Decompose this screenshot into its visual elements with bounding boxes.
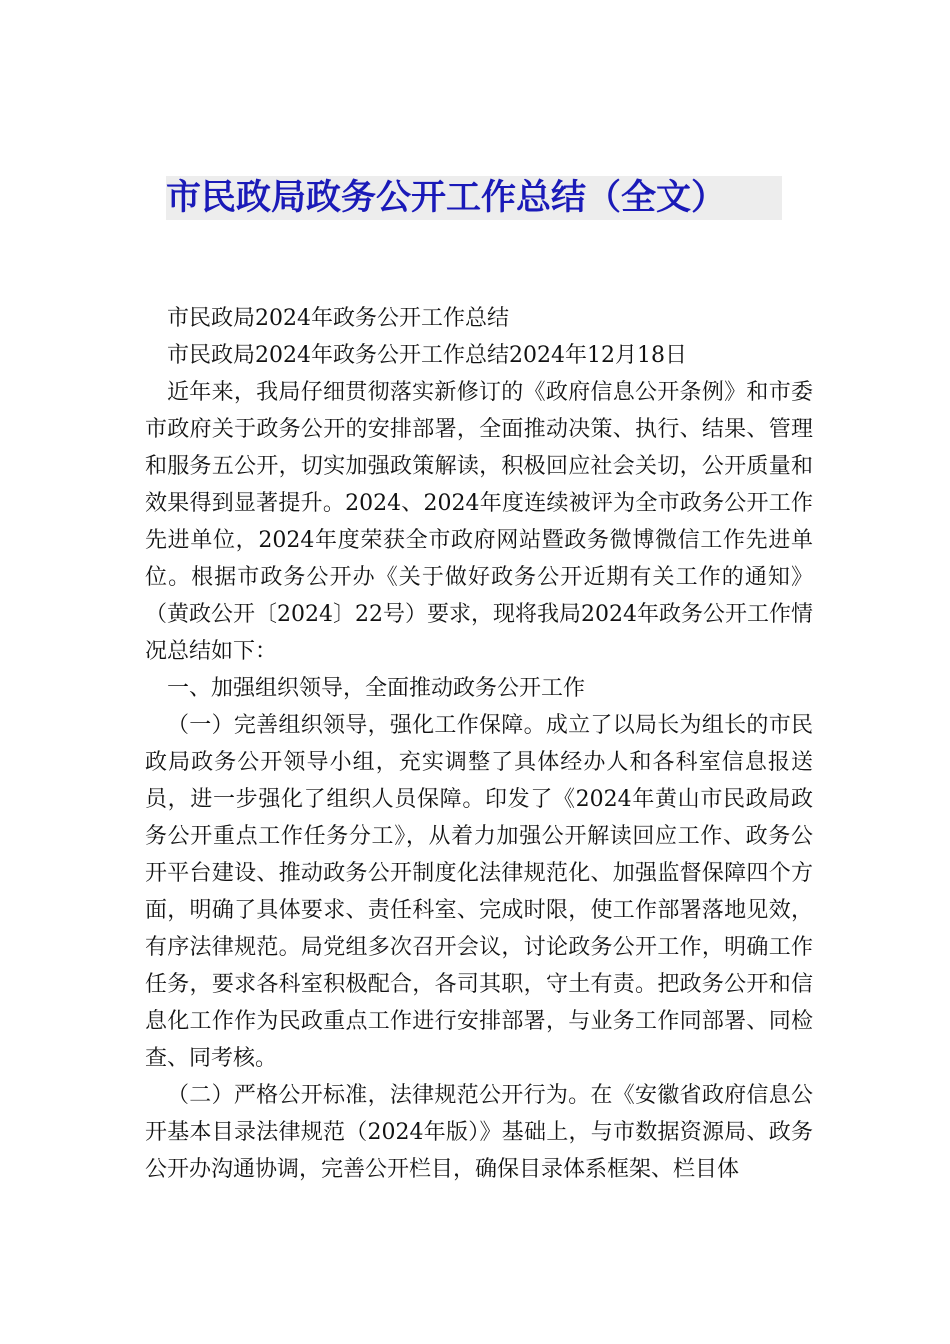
paragraph-section-1-1: （一）完善组织领导，强化工作保障。成立了以局长为组长的市民政局政务公开领导小组，充实调整了具体经办人和各科室信息报送员，进一步强化了组织人员保障。印发了《2024年黄山市民政局政务公开重点工作任务分工》，从着力加强公开解读回应工作、政务公开平台建设、推动政务公开制度化法律规范化、加强监督保障四个方面，明确了具体要求、责任科室、完成时限，使工作部署落地见效，有序法律规范。局党组多次召开会议，讨论政务公开工作，明确工作任务，要求各科室积极配合，各司其职，守土有责。把政务公开和信息化工作作为民政重点工作进行安排部署，与业务工作同部署、同检查、同考核。 xyxy=(145,713,813,1071)
document-body xyxy=(145,300,813,1188)
paragraph-intro: 近年来，我局仔细贯彻落实新修订的《政府信息公开条例》和市委市政府关于政务公开的安排部署，全面推动决策、执行、结果、管理和服务五公开，切实加强政策解读，积极回应社会关切，公开质量和效果得到显著提升。2024、2024年度连续被评为全市政务公开工作先进单位，2024年度荣获全市政府网站暨政务微博微信工作先进单位。根据市政务公开办《关于做好政务公开近期有关工作的通知》（黄政公开〔2024〕22号）要求，现将我局2024年政务公开工作情况总结如下： xyxy=(145,380,813,664)
document-title: 市民政局政务公开工作总结（全文） xyxy=(166,178,727,218)
title-highlight xyxy=(166,176,782,220)
paragraph-section-1-2: （二）严格公开标准，法律规范公开行为。在《安徽省政府信息公开基本目录法律规范（2024年版）》基础上，与市数据资源局、政务公开办沟通协调，完善公开栏目，确保目录体系框架、栏目体 xyxy=(145,1083,813,1182)
section-heading-1: 一、加强组织领导，全面推动政务公开工作 xyxy=(167,676,586,701)
paragraph-subheading-date: 市民政局2024年政务公开工作总结2024年12月18日 xyxy=(167,343,687,368)
paragraph-heading: 市民政局2024年政务公开工作总结 xyxy=(167,306,509,331)
